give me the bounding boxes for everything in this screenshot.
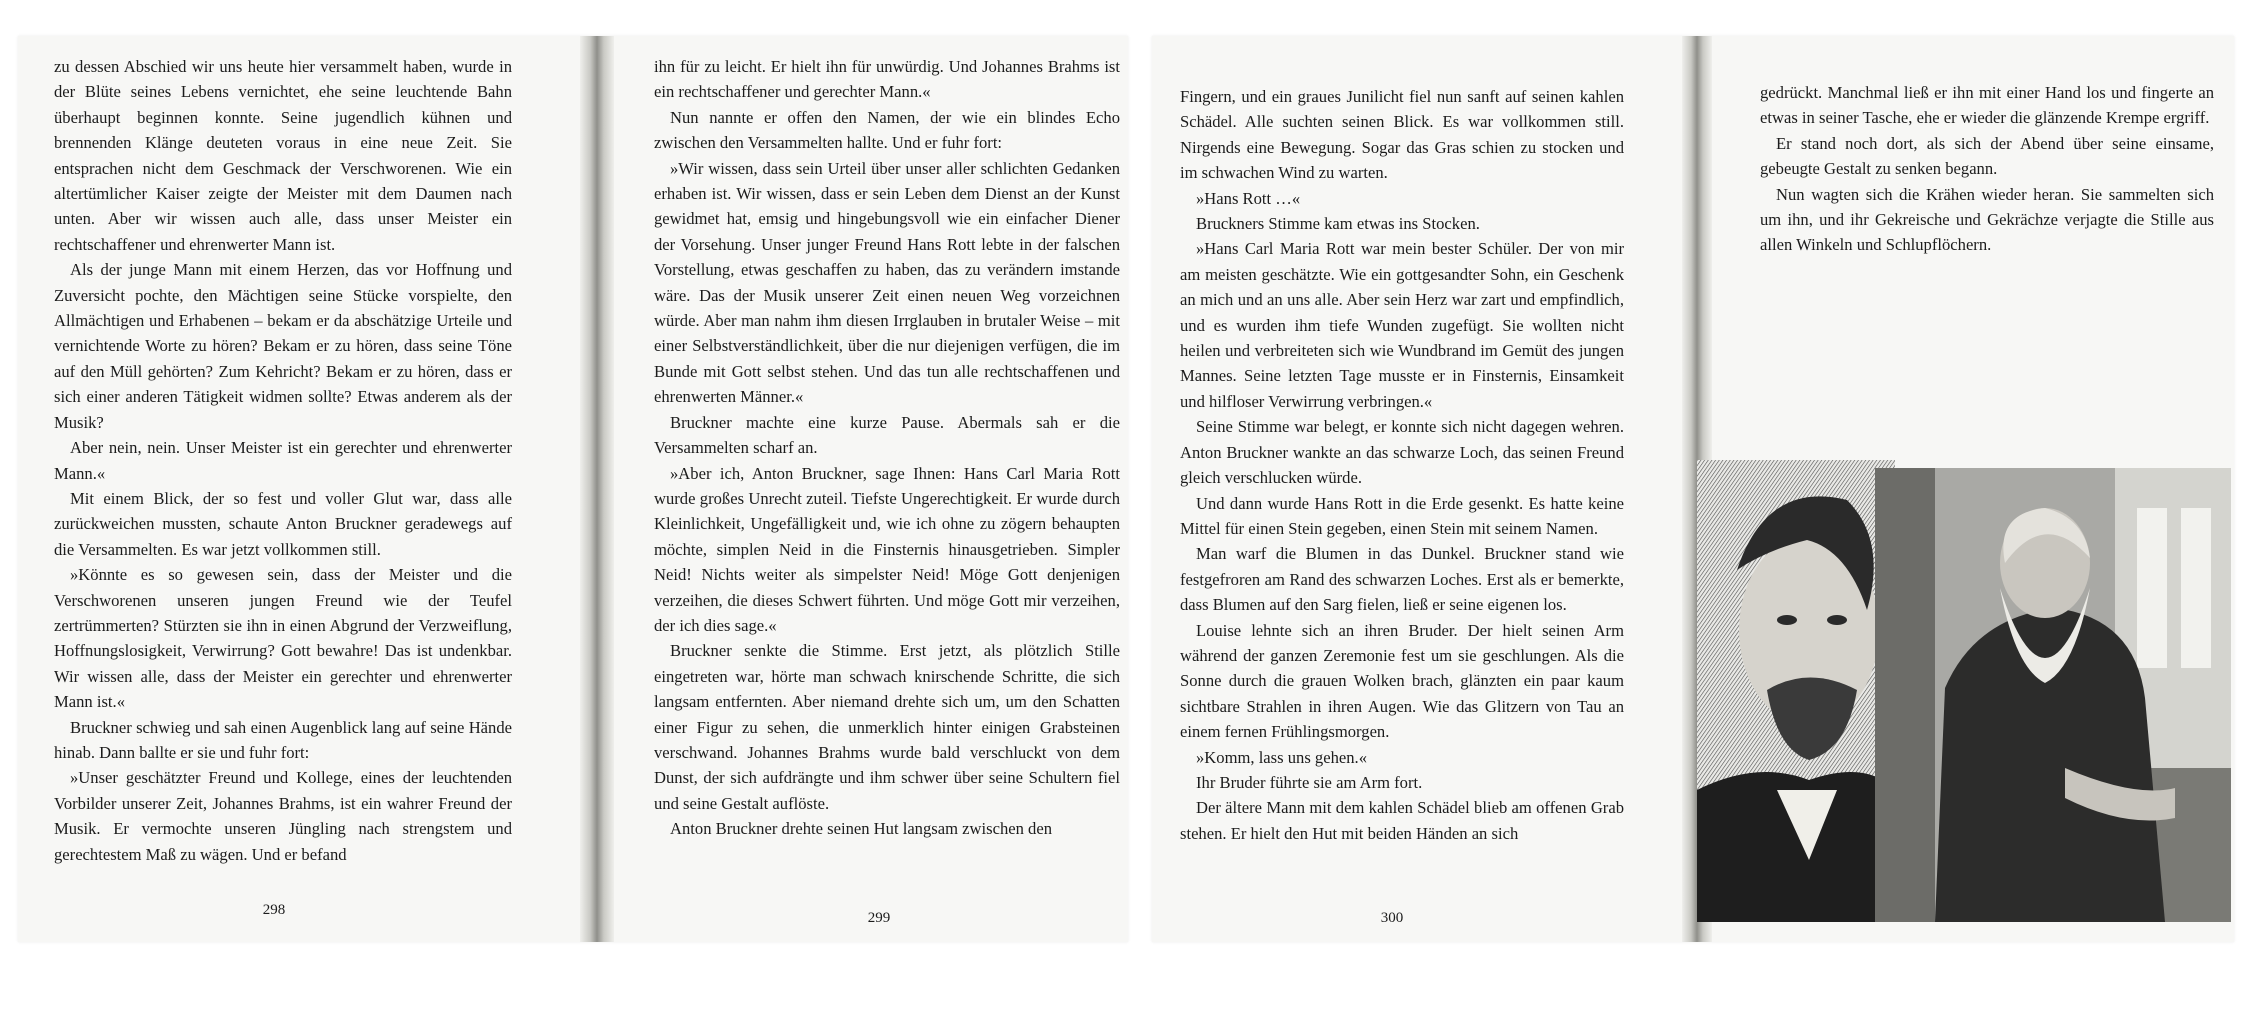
paragraph: Der ältere Mann mit dem kahlen Schädel blieb am offenen Grab stehen. Er hielt den Hut mit beiden Händen an sich [1180, 798, 1624, 843]
paragraph: Anton Bruckner drehte seinen Hut langsam zwischen den [670, 819, 1053, 839]
paragraph: Ihr Bruder führte sie am Arm fort. [1196, 772, 1423, 792]
page-301-text [1760, 80, 2214, 258]
engraved-portrait-image [1697, 460, 1895, 922]
paragraph: »Hans Rott …« [1196, 188, 1301, 208]
paragraph: »Aber ich, Anton Bruckner, sage Ihnen: Hans Carl Maria Rott wurde großes Unrecht zuteil. Tiefste Ungerechtigkeit. Er wurde durch Kleinlichkeit, Ungefälligkeit und, wie ich ohne zu zögern behaupten möchte, simplen Neid in die Finsternis hinausgetrieben. Simpler Neid! Nichts weiter als simpelster Neid! Möge Gott denjenigen verzeihen, die dieses Schwert führten. Und möge Gott mir verzeihen, der ich dies sage.« [654, 463, 1120, 635]
paragraph: Louise lehnte sich an ihren Bruder. Der hielt seinen Arm während der ganzen Zeremonie fest um sie geschlungen. Als die Sonne durch die grauen Wolken brach, glänzten ein paar kaum sichtbare Strahlen in ihren Augen. Wie das Glitzern von Tau an einem fernen Frühlingsmorgen. [1180, 620, 1624, 742]
paragraph: Bruckners Stimme kam etwas ins Stocken. [1196, 214, 1480, 234]
paragraph: Und dann wurde Hans Rott in die Erde gesenkt. Es hatte keine Mittel für einen Stein gegeben, einen Stein mit seinem Namen. [1180, 493, 1624, 538]
paragraph: Aber nein, nein. Unser Meister ist ein gerechter und ehrenwerter Mann.« [54, 438, 512, 483]
paragraph: Bruckner senkte die Stimme. Erst jetzt, als plötzlich Stille eingetreten war, hörte man schwach knirschende Schritte, die sich langsam entfernten. Aber niemand drehte sich um, um den Schatten einer Figur zu sehen, die unmerklich hinter einigen Grabsteinen verschwand. Johannes Brahms wurde bald verschluckt von dem Dunst, der sich aufdrängte und ihm schwer über seine Schultern fiel und seine Gestalt auflöste. [654, 641, 1120, 813]
paragraph: Er stand noch dort, als sich der Abend über seine einsame, gebeugte Gestalt zu senken begann. [1760, 133, 2214, 179]
page-300-text [1180, 84, 1624, 846]
paragraph: Bruckner schwieg und sah einen Augenblick lang auf seine Hände hinab. Dann ballte er sie und fuhr fort: [54, 717, 512, 762]
page-299-text [654, 54, 1120, 842]
paragraph: »Hans Carl Maria Rott war mein bester Schüler. Der von mir am meisten geschätzte. Wie ein gottgesandter Sohn, ein Geschenk an mich und an uns alle. Aber sein Herz war zart und empfindlich, und es wurden ihm tiefe Wunden zugefügt. Sie wollten nicht heilen und verbreiteten sich wie Wundbrand im Gemüt des jungen Mannes. Seine letzten Tage musste er in Finsternis, Einsamkeit und hilfloser Verwirrung verbringen.« [1180, 239, 1624, 411]
book-gutter [580, 36, 614, 942]
paragraph: Nun wagten sich die Krähen wieder heran. Sie sammelten sich um ihn, und ihr Gekreische und Gekrächze verjagte die Stille aus allen Winkeln und Schlupflöchern. [1760, 184, 2214, 255]
paragraph: zu dessen Abschied wir uns heute hier versammelt haben, wurde in der Blüte seines Lebens vernichtet, ehe seine leuchtende Bahn überhaupt beginnen konnte. Seine jugendlich kühnen und brennenden Klänge deuteten voraus in eine neue Zeit. Sie entsprachen nicht dem Geschmack der Verschworenen. Wie ein altertümlicher Kaiser zeigte der Meister mit dem Daumen nach unten. Aber wir wissen auch alle, dass unser Meister ein rechtschaffener und ehrenwerter Mann ist. [54, 57, 512, 254]
paragraph: Seine Stimme war belegt, er konnte sich nicht dagegen wehren. Anton Bruckner wankte an das schwarze Loch, das seinen Freund gleich verschlucken würde. [1180, 417, 1624, 488]
photograph-icon [1875, 468, 2231, 922]
paragraph: »Könnte es so gewesen sein, dass der Meister und die Verschworenen unseren jungen Freund wie der Teufel zertrümmerten? Stürzten sie ihn in einen Abgrund der Verzweiflung, Hoffnungslosigkeit, Verwirrung? Gott bewahre! Das ist undenkbar. Wir wissen alle, dass der Meister ein gerechter und ehrenwerter Mann ist.« [54, 565, 512, 712]
page-number: 300 [1380, 910, 1404, 926]
paragraph: Mit einem Blick, der so fest und voller Glut war, dass alle zurückweichen mussten, schaute Anton Bruckner geradewegs auf die Versammelten. Es war jetzt vollkommen still. [54, 488, 512, 559]
paragraph: Fingern, und ein graues Junilicht fiel nun sanft auf seinen kahlen Schädel. Alle suchten seinen Blick. Es war vollkommen still. Nirgends eine Bewegung. Sogar das Gras schien zu stocken und im schwachen Wind zu warten. [1180, 87, 1624, 183]
paragraph: »Wir wissen, dass sein Urteil über unser aller schlichten Gedanken erhaben ist. Wir wissen, dass er sein Leben dem Dienst an der Kunst gewidmet hat, emsig und hingebungsvoll wie ein einfacher Diener der Vorsehung. Unser junger Freund Hans Rott lebte in der falschen Vorstellung, etwas geschaffen zu haben, das zu verändern imstande wäre. Das der Musik unserer Zeit einen neuen Weg vorzeichnen würde. Aber man nahm ihm diesen Irrglauben in brutaler Weise – mit einer Selbstverständlichkeit, über die nur diejenigen verfügen, die im Bunde mit Gott selbst stehen. Und das tun alle rechtschaffenen und ehrenwerten Männer.« [654, 158, 1120, 407]
seated-man-photograph [1875, 468, 2231, 922]
paragraph: gedrückt. Manchmal ließ er ihn mit einer Hand los und fingerte an etwas in seiner Tasche, ehe er wieder die glänzende Krempe ergriff. [1760, 83, 2214, 128]
paragraph: Man warf die Blumen in das Dunkel. Bruckner stand wie festgefroren am Rand des schwarzen Loches. Erst als er bemerkte, dass Blumen auf den Sarg fielen, ließ er seine eigenen los. [1180, 544, 1624, 615]
portrait-engraving-icon [1697, 460, 1895, 922]
page-number: 299 [867, 910, 891, 926]
paragraph: ihn für zu leicht. Er hielt ihn für unwürdig. Und Johannes Brahms ist ein rechtschaffener und gerechter Mann.« [654, 57, 1120, 102]
paragraph: Nun nannte er offen den Namen, der wie ein blindes Echo zwischen den Versammelten hallte. Und er fuhr fort: [654, 107, 1120, 153]
page-number: 298 [262, 902, 286, 918]
paragraph: Als der junge Mann mit einem Herzen, das vor Hoffnung und Zuversicht pochte, den Mächtigen seine Stücke vorspielte, den Allmächtigen und Erhabenen – bekam er da abschätzige Urteile und vernichtende Worte zu hören? Bekam er zu hören, dass seine Töne auf den Müll gehörten? Zum Kehricht? Bekam er zu hören, dass er sich einer anderen Tätigkeit widmen sollte? Etwas anderem als der Musik? [54, 260, 512, 432]
page-298-text [54, 54, 512, 867]
paragraph: »Komm, lass uns gehen.« [1196, 747, 1367, 767]
paragraph: »Unser geschätzter Freund und Kollege, eines der leuchtenden Vorbilder unserer Zeit, Johannes Brahms, ist ein wahrer Freund der Musik. Er vermochte unseren Jüngling nach strengstem und gerechtestem Maß zu wägen. Und er befand [54, 768, 512, 864]
paragraph: Bruckner machte eine kurze Pause. Abermals sah er die Versammelten scharf an. [654, 412, 1120, 458]
